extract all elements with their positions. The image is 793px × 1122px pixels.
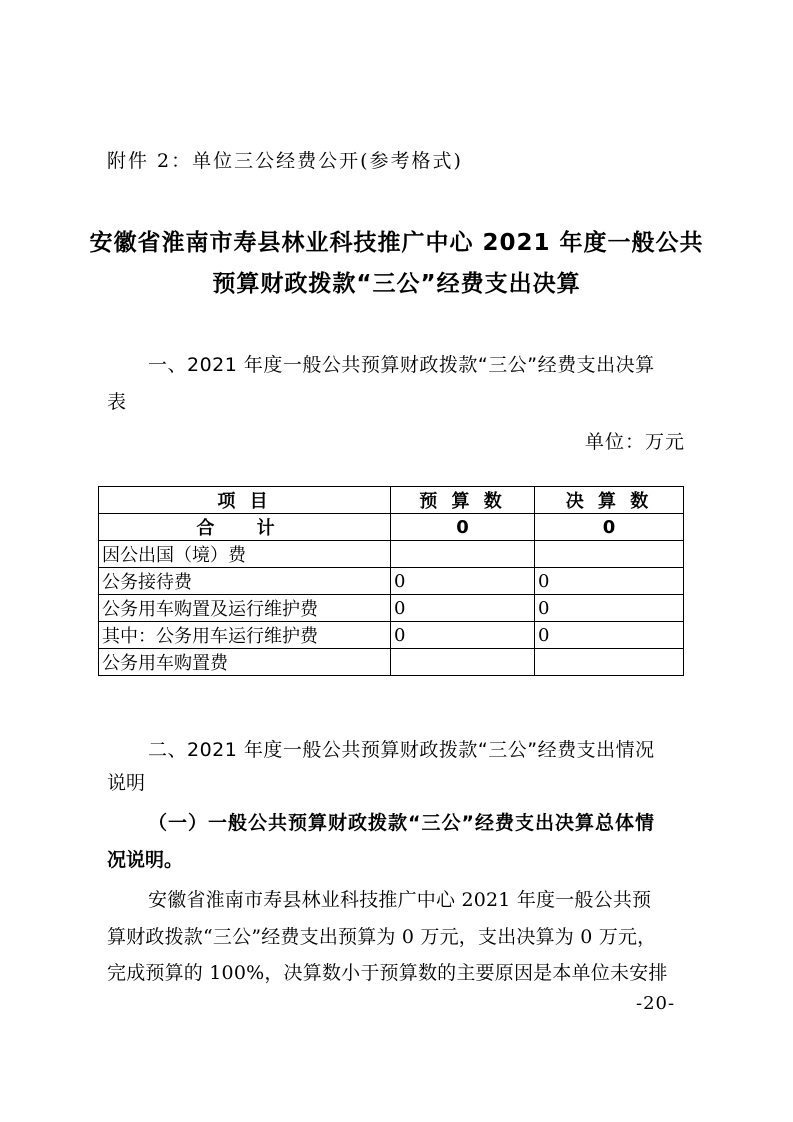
three-public-expenses-table bbox=[98, 486, 684, 676]
row-budget: 0 bbox=[391, 595, 535, 622]
table-total-row bbox=[99, 514, 684, 541]
table-row bbox=[99, 649, 684, 676]
document-title-line2: 预算财政拨款“三公”经费支出决算 bbox=[212, 271, 581, 297]
paragraph-line3: 完成预算的 100%，决算数小于预算数的主要原因是本单位未安排 bbox=[107, 962, 668, 984]
attachment-label: 附件 2：单位三公经费公开(参考格式) bbox=[107, 150, 463, 172]
section1-heading-cont: 表 bbox=[107, 391, 127, 413]
section1-heading: 一、2021 年度一般公共预算财政拨款“三公”经费支出决算 bbox=[148, 354, 655, 376]
row-actual bbox=[535, 649, 684, 676]
table-row bbox=[99, 541, 684, 568]
row-budget bbox=[391, 541, 535, 568]
paragraph-line2: 算财政拨款“三公”经费支出预算为 0 万元，支出决算为 0 万元， bbox=[107, 926, 657, 948]
total-budget: 0 bbox=[391, 514, 535, 541]
table-row bbox=[99, 595, 684, 622]
row-budget: 0 bbox=[391, 622, 535, 649]
row-label: 公务接待费 bbox=[99, 568, 391, 595]
unit-label: 单位：万元 bbox=[585, 431, 686, 453]
header-item: 项 目 bbox=[99, 487, 391, 514]
total-actual: 0 bbox=[535, 514, 684, 541]
table-header-row bbox=[99, 487, 684, 514]
row-budget bbox=[391, 649, 535, 676]
subsection1-heading-cont: 况说明。 bbox=[107, 849, 184, 871]
row-actual: 0 bbox=[535, 622, 684, 649]
row-actual bbox=[535, 541, 684, 568]
total-label: 合 计 bbox=[99, 514, 391, 541]
header-budget: 预 算 数 bbox=[391, 487, 535, 514]
row-label: 因公出国（境）费 bbox=[99, 541, 391, 568]
document-title-line1: 安徽省淮南市寿县林业科技推广中心 2021 年度一般公共 bbox=[89, 230, 704, 256]
row-label: 其中：公务用车运行维护费 bbox=[99, 622, 391, 649]
section2-heading-cont: 说明 bbox=[107, 772, 146, 794]
table-row bbox=[99, 622, 684, 649]
table-row bbox=[99, 568, 684, 595]
paragraph-line1: 安徽省淮南市寿县林业科技推广中心 2021 年度一般公共预 bbox=[148, 889, 652, 911]
row-actual: 0 bbox=[535, 595, 684, 622]
row-label: 公务用车购置及运行维护费 bbox=[99, 595, 391, 622]
subsection1-heading: （一）一般公共预算财政拨款“三公”经费支出决算总体情 bbox=[148, 812, 655, 834]
page-number: -20- bbox=[636, 993, 676, 1014]
row-actual: 0 bbox=[535, 568, 684, 595]
section2-heading: 二、2021 年度一般公共预算财政拨款“三公”经费支出情况 bbox=[148, 739, 655, 761]
row-budget: 0 bbox=[391, 568, 535, 595]
row-label: 公务用车购置费 bbox=[99, 649, 391, 676]
header-actual: 决 算 数 bbox=[535, 487, 684, 514]
